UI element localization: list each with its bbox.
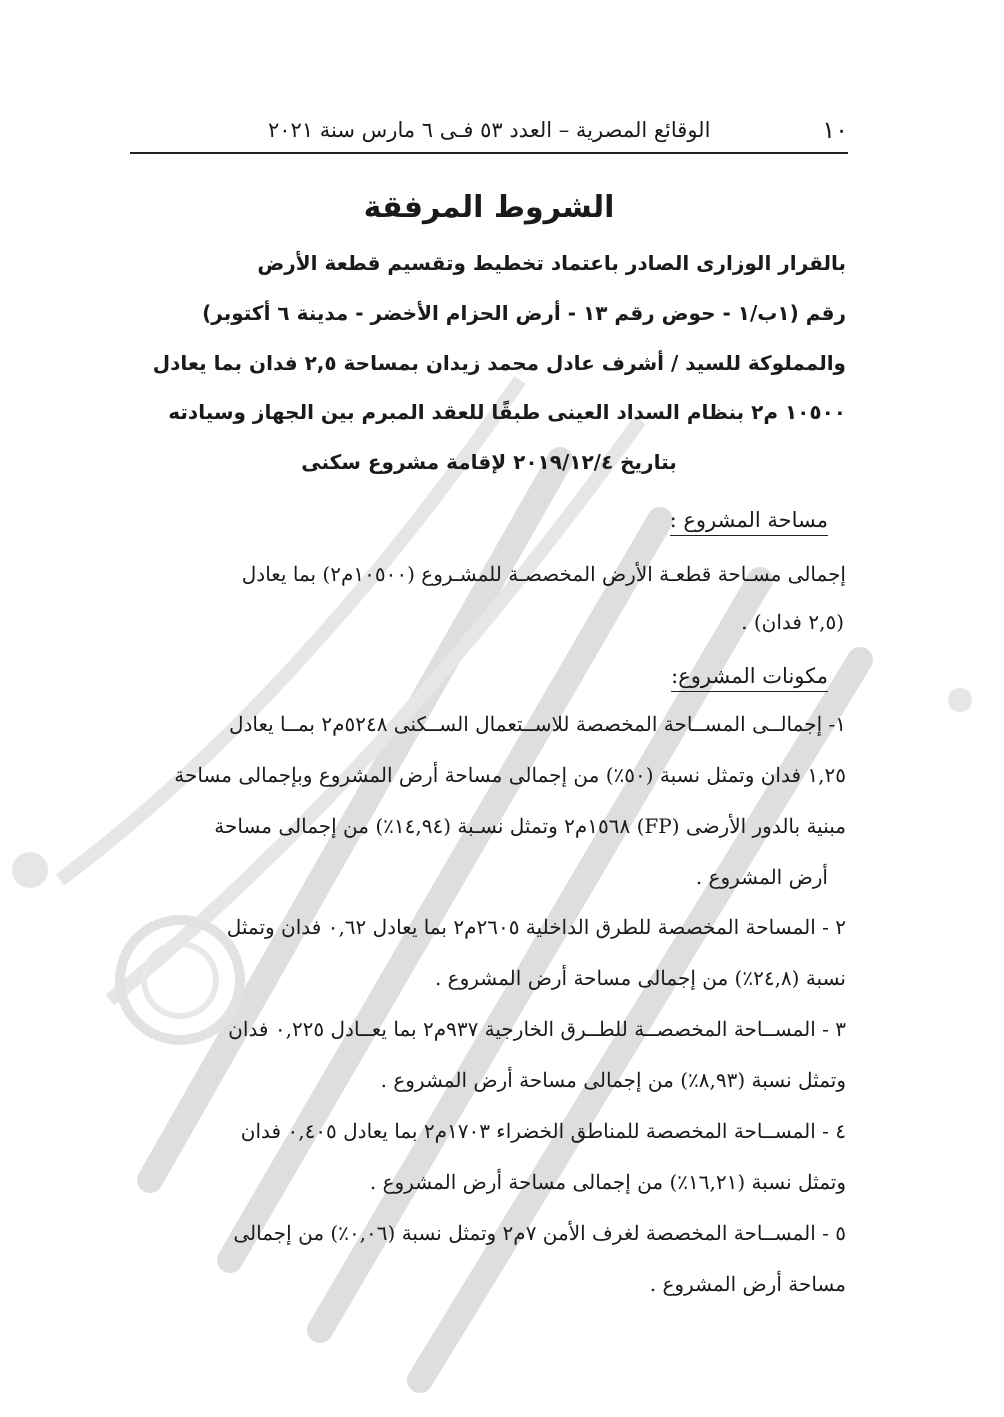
- body-line: إجمالى مسـاحة قطعـة الأرض المخصصـة للمشـروع (١٠٥٠٠م٢) بما يعادل: [241, 562, 846, 586]
- body-line: مبنية بالدور الأرضى (FP) ١٥٦٨م٢ وتمثل نسـبة (١٤,٩٤٪) من إجمالى مساحة: [214, 814, 846, 838]
- section-heading-components: مكونات المشروع:: [671, 666, 828, 692]
- section-heading-area: مساحة المشروع :: [670, 510, 828, 536]
- document-title: الشروط المرفقة: [363, 190, 615, 225]
- body-line: ١,٢٥ فدان وتمثل نسبة (٥٠٪) من إجمالى مساحة أرض المشروع وبإجمالى مساحة: [174, 763, 846, 787]
- running-title: الوقائع المصرية – العدد ٥٣ فـى ٦ مارس سنة ٢٠٢١: [268, 118, 711, 142]
- subtitle-line: رقم (١ب/١ - حوض رقم ١٣ - أرض الحزام الأخضر - مدينة ٦ أكتوبر): [202, 301, 846, 325]
- body-line: أرض المشروع .: [695, 865, 828, 889]
- body-line: ٢ - المساحة المخصصة للطرق الداخلية ٢٦٠٥م٢ بما يعادل ٠,٦٢ فدان وتمثل: [226, 915, 846, 939]
- body-line: وتمثل نسبة (٨,٩٣٪) من إجمالى مساحة أرض المشروع .: [380, 1068, 846, 1092]
- body-line: ٤ - المســاحة المخصصة للمناطق الخضراء ١٧٠٣م٢ بما يعادل ٠,٤٠٥ فدان: [240, 1119, 846, 1143]
- page-header: [130, 112, 848, 154]
- body-line: مساحة أرض المشروع .: [649, 1272, 846, 1296]
- page-number: ١٠: [822, 116, 848, 144]
- body-line: ١- إجمالــى المســاحة المخصصة للاســتعمال الســكنى ٥٢٤٨م٢ بمــا يعادل: [228, 712, 846, 736]
- body-line: (٢,٥ فدان) .: [741, 610, 844, 634]
- body-line: نسبة (٢٤,٨٪) من إجمالى مساحة أرض المشروع .: [434, 966, 846, 990]
- body-line: ٥ - المســاحة المخصصة لغرف الأمن ٧م٢ وتمثل نسبة (٠,٠٦٪) من إجمالى: [233, 1221, 846, 1245]
- subtitle-line: ١٠٥٠٠ م٢ بنظام السداد العينى طبقًا للعقد المبرم بين الجهاز وسيادته: [168, 400, 846, 424]
- subtitle-line: بالقرار الوزارى الصادر باعتماد تخطيط وتقسيم قطعة الأرض: [257, 251, 846, 275]
- subtitle-line: والمملوكة للسيد / أشرف عادل محمد زيدان بمساحة ٢,٥ فدان بما يعادل: [152, 351, 846, 375]
- body-line: وتمثل نسبة (١٦,٢١٪) من إجمالى مساحة أرض المشروع .: [369, 1170, 846, 1194]
- body-line: ٣ - المســاحة المخصصــة للطــرق الخارجية ٩٣٧م٢ بما يعــادل ٠,٢٢٥ فدان: [228, 1017, 846, 1041]
- subtitle-line: بتاريخ ٢٠١٩/١٢/٤ لإقامة مشروع سكنى: [301, 450, 677, 474]
